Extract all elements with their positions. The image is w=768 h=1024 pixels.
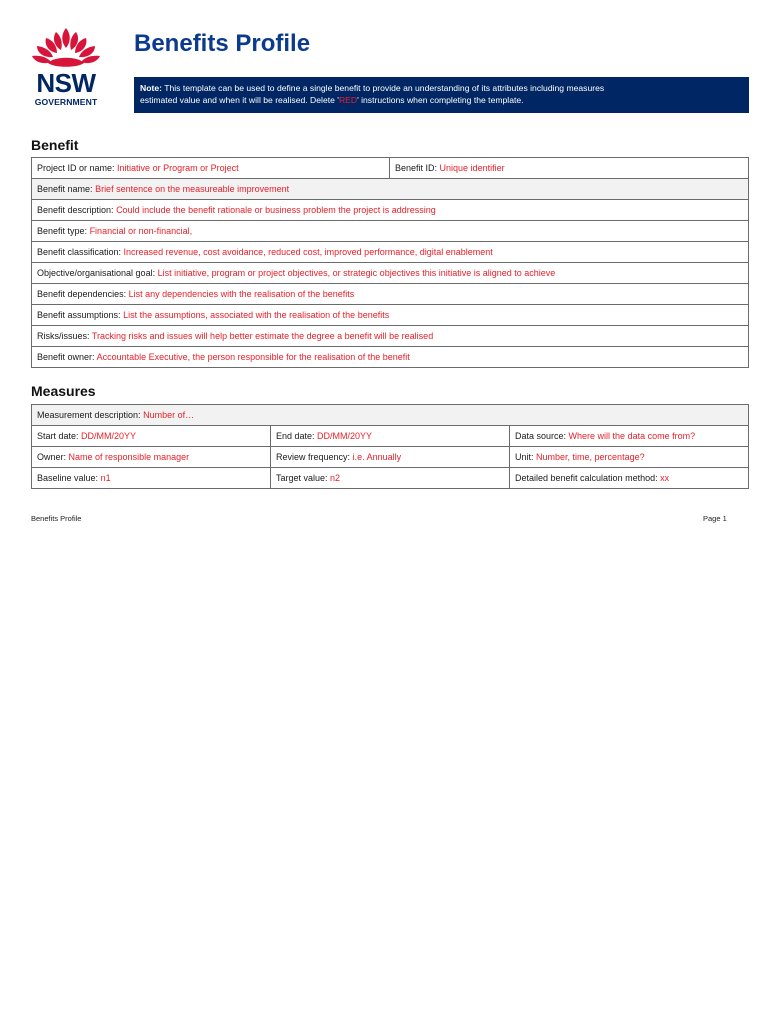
table-row xyxy=(32,158,749,179)
benefit-owner-cell[interactable]: Benefit owner: Accountable Executive, the person responsible for the realisation of the benefit xyxy=(32,347,749,368)
note-banner xyxy=(134,77,749,113)
table-row xyxy=(32,221,749,242)
table-row xyxy=(32,179,749,200)
logo-government-text: GOVERNMENT xyxy=(34,97,98,107)
benefit-table xyxy=(31,157,749,368)
benefit-description-cell[interactable]: Benefit description: Could include the benefit rationale or business problem the project is addressing xyxy=(32,200,749,221)
benefit-name-cell[interactable]: Benefit name: Brief sentence on the measureable improvement xyxy=(32,179,749,200)
project-id-cell[interactable]: Project ID or name: Initiative or Program or Project xyxy=(32,158,390,179)
risks-issues-cell[interactable]: Risks/issues: Tracking risks and issues will help better estimate the degree a benefit will be realised xyxy=(32,326,749,347)
table-row xyxy=(32,468,749,489)
table-row xyxy=(32,200,749,221)
table-row xyxy=(32,347,749,368)
measures-table xyxy=(31,404,749,489)
benefit-heading: Benefit xyxy=(31,137,79,153)
waratah-flower-icon xyxy=(28,26,104,72)
table-row xyxy=(32,405,749,426)
footer-page-number: Page 1 xyxy=(703,514,727,523)
logo-nsw-text: NSW xyxy=(36,68,96,98)
note-label: Note: xyxy=(140,83,162,93)
calculation-method-cell[interactable]: Detailed benefit calculation method: xx xyxy=(510,468,749,489)
benefit-classification-cell[interactable]: Benefit classification: Increased revenue, cost avoidance, reduced cost, improved performance, digital enablement xyxy=(32,242,749,263)
table-row xyxy=(32,447,749,468)
table-row xyxy=(32,263,749,284)
table-row xyxy=(32,284,749,305)
end-date-cell[interactable]: End date: DD/MM/20YY xyxy=(271,426,510,447)
footer-document-name: Benefits Profile xyxy=(31,514,82,523)
target-value-cell[interactable]: Target value: n2 xyxy=(271,468,510,489)
table-row xyxy=(32,426,749,447)
benefit-id-cell[interactable]: Benefit ID: Unique identifier xyxy=(390,158,749,179)
measures-heading: Measures xyxy=(31,383,96,399)
note-text-before: This template can be used to define a single benefit to provide an understanding of its attributes including measures estimated value and when it will be realised. Delete ' xyxy=(140,83,605,105)
data-source-cell[interactable]: Data source: Where will the data come from? xyxy=(510,426,749,447)
note-text-after: ' instructions when completing the template. xyxy=(357,94,524,105)
table-row xyxy=(32,242,749,263)
objective-goal-cell[interactable]: Objective/organisational goal: List initiative, program or project objectives, or strategic objectives this initiative is aligned to achieve xyxy=(32,263,749,284)
unit-cell[interactable]: Unit: Number, time, percentage? xyxy=(510,447,749,468)
measurement-description-cell[interactable]: Measurement description: Number of… xyxy=(32,405,749,426)
table-row xyxy=(32,305,749,326)
benefit-dependencies-cell[interactable]: Benefit dependencies: List any dependencies with the realisation of the benefits xyxy=(32,284,749,305)
start-date-cell[interactable]: Start date: DD/MM/20YY xyxy=(32,426,271,447)
table-row xyxy=(32,326,749,347)
nsw-government-logo xyxy=(28,26,104,110)
note-red-word: RED xyxy=(338,94,358,105)
page-title: Benefits Profile xyxy=(134,30,311,57)
owner-cell[interactable]: Owner: Name of responsible manager xyxy=(32,447,271,468)
baseline-value-cell[interactable]: Baseline value: n1 xyxy=(32,468,271,489)
benefit-type-cell[interactable]: Benefit type: Financial or non-financial, xyxy=(32,221,749,242)
benefit-assumptions-cell[interactable]: Benefit assumptions: List the assumptions, associated with the realisation of the benefits xyxy=(32,305,749,326)
review-frequency-cell[interactable]: Review frequency: i.e. Annually xyxy=(271,447,510,468)
